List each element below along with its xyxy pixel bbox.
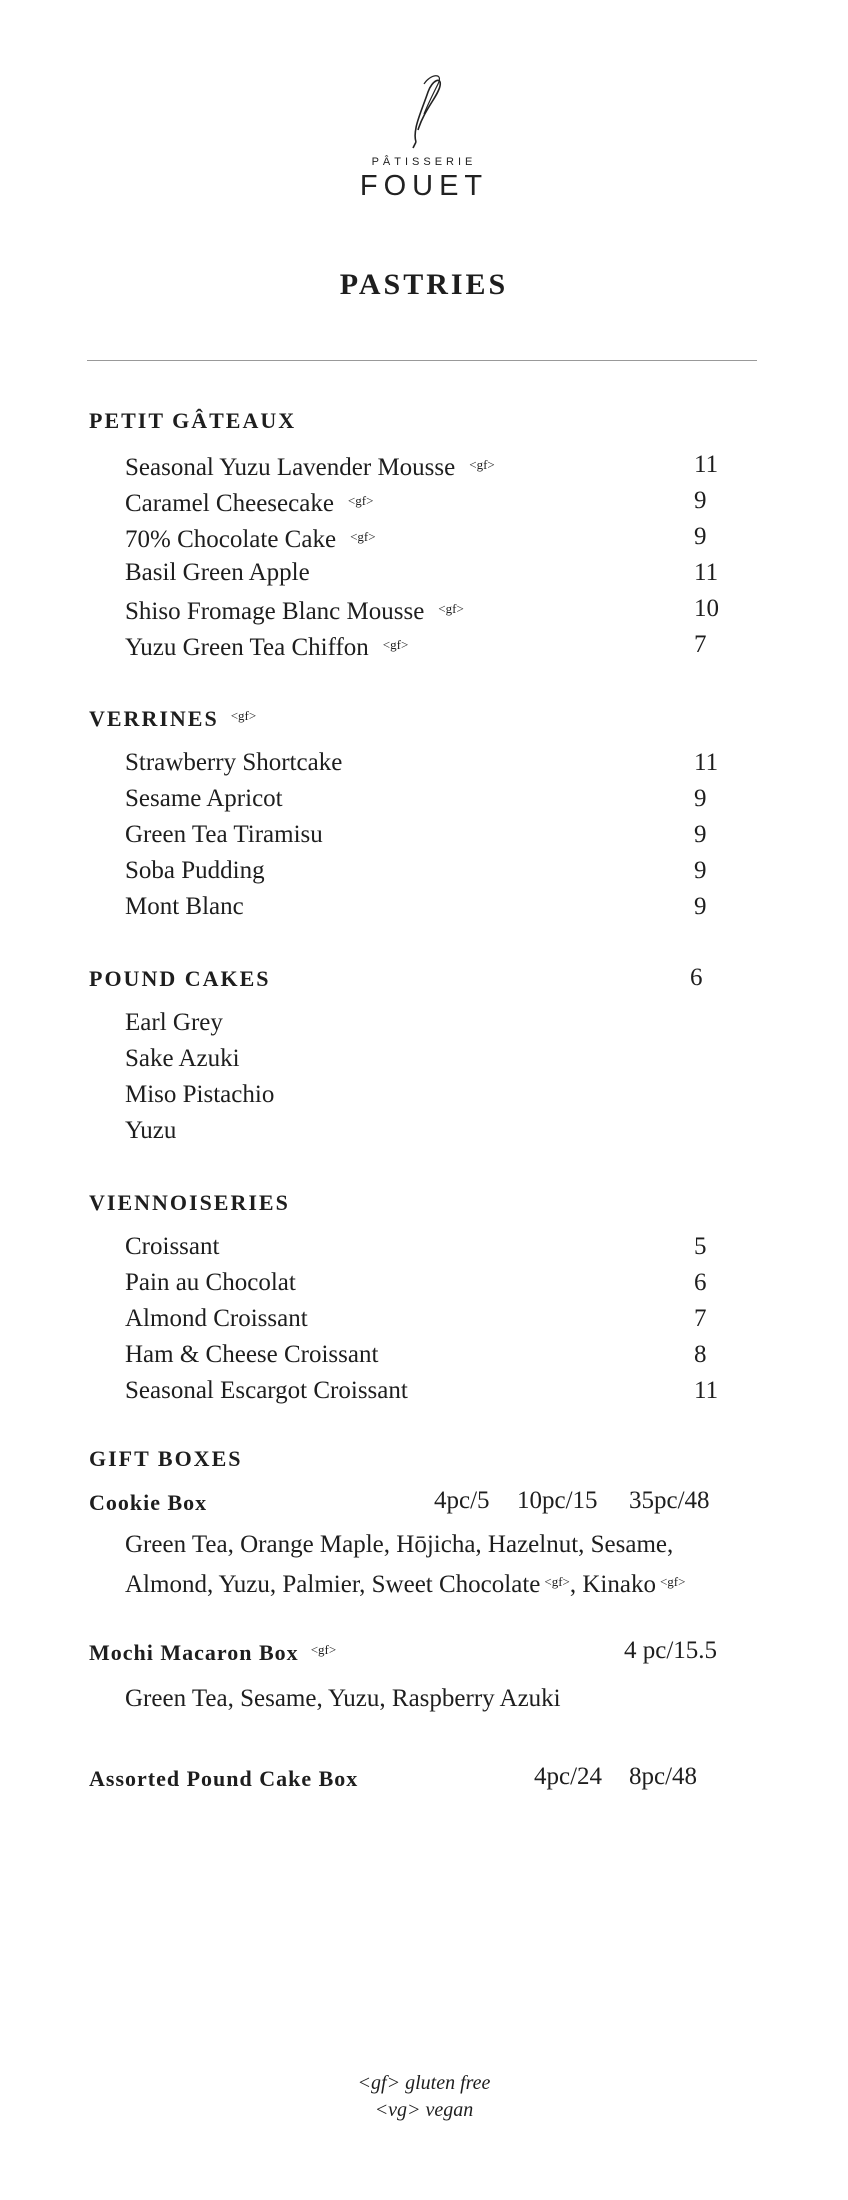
menu-item: Soba Pudding (125, 857, 265, 884)
item-name: Caramel Cheesecake (125, 490, 334, 517)
mochi-flavors: Green Tea, Sesame, Yuzu, Raspberry Azuki (125, 1685, 561, 1712)
menu-item (125, 594, 464, 627)
box-price: 8pc/48 (629, 1763, 698, 1790)
menu-item: Green Tea Tiramisu (125, 821, 323, 848)
menu-item: Almond Croissant (125, 1305, 308, 1332)
box-name-mochi (89, 1640, 336, 1666)
gluten-free-tag: <gf> (469, 457, 495, 472)
menu-item: Earl Grey (125, 1009, 223, 1036)
item-price: 8 (694, 1341, 707, 1368)
whisk-icon (394, 70, 454, 150)
menu-item: Strawberry Shortcake (125, 749, 343, 776)
legend-vegan: <vg> vegan (374, 2099, 474, 2121)
section-heading-petit-gateaux: PETIT GÂTEAUX (89, 408, 297, 433)
section-heading-pound-cakes: POUND CAKES (89, 966, 271, 991)
gluten-free-tag: <gf> (347, 493, 374, 508)
gluten-free-tag: <gf> (659, 1574, 686, 1589)
brand-name: FOUET (359, 170, 489, 202)
menu-item: Croissant (125, 1233, 220, 1260)
section-heading-verrines (89, 706, 256, 732)
page-title: PASTRIES (339, 268, 509, 301)
section-title: VERRINES (89, 706, 219, 731)
menu-item: Pain au Chocolat (125, 1269, 296, 1296)
item-name: Seasonal Yuzu Lavender Mousse (125, 454, 456, 481)
menu-item: Mont Blanc (125, 893, 244, 920)
dietary-legend (0, 2070, 848, 2124)
item-name: Yuzu Green Tea Chiffon (125, 634, 369, 661)
flavor-text: Almond, Yuzu, Palmier, Sweet Chocolate (125, 1571, 541, 1598)
gluten-free-tag: <gf> (382, 637, 409, 652)
item-name: Basil Green Apple (125, 559, 310, 586)
box-name-cookie: Cookie Box (89, 1490, 208, 1515)
item-price: 9 (694, 523, 707, 550)
box-price: 35pc/48 (629, 1487, 710, 1514)
brand-subtitle: PÂTISSERIE (371, 156, 477, 168)
brand-logo (0, 70, 848, 203)
item-price: 9 (694, 487, 707, 514)
item-price: 10 (694, 595, 719, 622)
item-price: 9 (694, 821, 707, 848)
legend-gluten-free: <gf> gluten free (357, 2072, 491, 2094)
item-price: 7 (694, 1305, 707, 1332)
menu-item: Ham & Cheese Croissant (125, 1341, 379, 1368)
gluten-free-tag: <gf> (350, 529, 376, 544)
divider (87, 360, 757, 361)
cookie-flavors (125, 1526, 685, 1603)
item-price: 11 (694, 1377, 719, 1404)
flavor-line: Green Tea, Orange Maple, Hōjicha, Hazelnut, Sesame, (125, 1531, 674, 1558)
section-price: 6 (690, 964, 703, 991)
gluten-free-tag: <gf> (544, 1574, 570, 1589)
box-price: 4 pc/15.5 (624, 1637, 718, 1664)
item-price: 11 (694, 749, 719, 776)
menu-item: Sake Azuki (125, 1045, 240, 1072)
item-price: 9 (694, 785, 707, 812)
item-price: 7 (694, 631, 707, 658)
item-name: Shiso Fromage Blanc Mousse (125, 598, 425, 625)
menu-item: Yuzu (125, 1117, 177, 1144)
box-name-pound-cake: Assorted Pound Cake Box (89, 1766, 359, 1791)
gluten-free-tag: <gf> (230, 708, 257, 723)
menu-item (125, 450, 495, 483)
item-price: 9 (694, 857, 707, 884)
item-price: 11 (694, 559, 719, 586)
menu-item (125, 522, 376, 555)
box-price: 4pc/5 (434, 1487, 490, 1514)
item-name: 70% Chocolate Cake (125, 526, 337, 553)
flavor-line (125, 1563, 685, 1603)
gluten-free-tag: <gf> (438, 601, 464, 616)
menu-item: Miso Pistachio (125, 1081, 275, 1108)
item-price: 11 (694, 451, 719, 478)
box-title: Mochi Macaron Box (89, 1640, 299, 1665)
box-price: 4pc/24 (534, 1763, 603, 1790)
menu-item (125, 630, 408, 663)
section-heading-viennoiseries: VIENNOISERIES (89, 1190, 290, 1215)
menu-item (125, 558, 310, 588)
gluten-free-tag: <gf> (310, 1642, 337, 1657)
box-price: 10pc/15 (517, 1487, 598, 1514)
section-heading-gift-boxes: GIFT BOXES (89, 1446, 243, 1471)
flavor-text: , Kinako (569, 1571, 656, 1598)
item-price: 9 (694, 893, 707, 920)
menu-item: Seasonal Escargot Croissant (125, 1377, 408, 1404)
item-price: 6 (694, 1269, 707, 1296)
menu-item (125, 486, 373, 519)
menu-item: Sesame Apricot (125, 785, 283, 812)
item-price: 5 (694, 1233, 707, 1260)
